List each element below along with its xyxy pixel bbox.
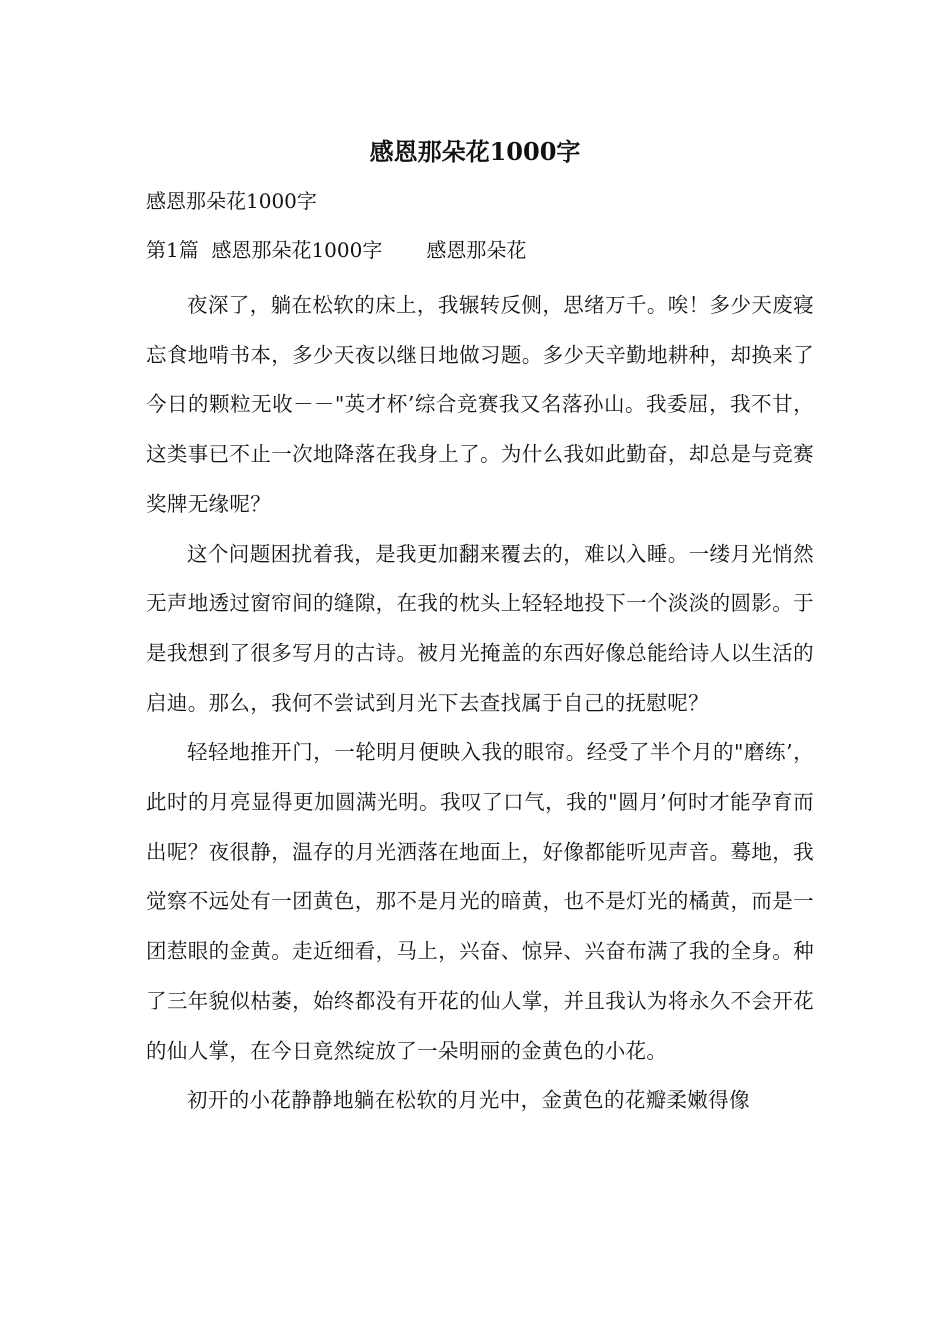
paragraph: 初开的小花静静地躺在松软的月光中，金黄色的花瓣柔嫩得像	[187, 1088, 750, 1113]
section-heading: 感恩那朵花	[426, 238, 527, 262]
section-label: 第1篇	[146, 238, 199, 262]
document-title: 感恩那朵花1000字	[369, 137, 581, 166]
paragraph: 这个问题困扰着我，是我更加翻来覆去的，难以入睡。一缕月光悄然无声地透过窗帘间的缝隙，在我的枕头上轻轻地投下一个淡淡的圆影。于是我想到了很多写月的古诗。被月光掩盖的东西好像总能给诗人以生活的启迪。那么，我何不尝试到月光下去查找属于自己的抚慰呢？	[146, 541, 814, 715]
paragraph: 夜深了，躺在松软的床上，我辗转反侧，思绪万千。唉！多少天废寝忘食地啃书本，多少天夜以继日地做习题。多少天辛勤地耕种，却换来了今日的颗粒无收－－"英才杯’综合竞赛我又名落孙山。我委屈，我不甘，这类事已不止一次地降落在我身上了。为什么我如此勤奋，却总是与竞赛奖牌无缘呢？	[146, 293, 814, 516]
body-text	[146, 281, 814, 1126]
document-subtitle: 感恩那朵花1000字	[146, 189, 317, 213]
paragraph: 轻轻地推开门，一轮明月便映入我的眼帘。经受了半个月的"磨练’，此时的月亮显得更加圆满光明。我叹了口气，我的"圆月’何时才能孕育而出呢？夜很静，温存的月光洒落在地面上，好像都能听见声音。蓦地，我觉察不远处有一团黄色，那不是月光的暗黄，也不是灯光的橘黄，而是一团惹眼的金黄。走近细看，马上，兴奋、惊异、兴奋布满了我的全身。种了三年貌似枯萎，始终都没有开花的仙人掌，并且我认为将永久不会开花的仙人掌，在今日竟然绽放了一朵明丽的金黄色的小花。	[146, 740, 814, 1063]
section-heading-line	[146, 233, 526, 267]
section-title: 感恩那朵花1000字	[211, 238, 383, 262]
